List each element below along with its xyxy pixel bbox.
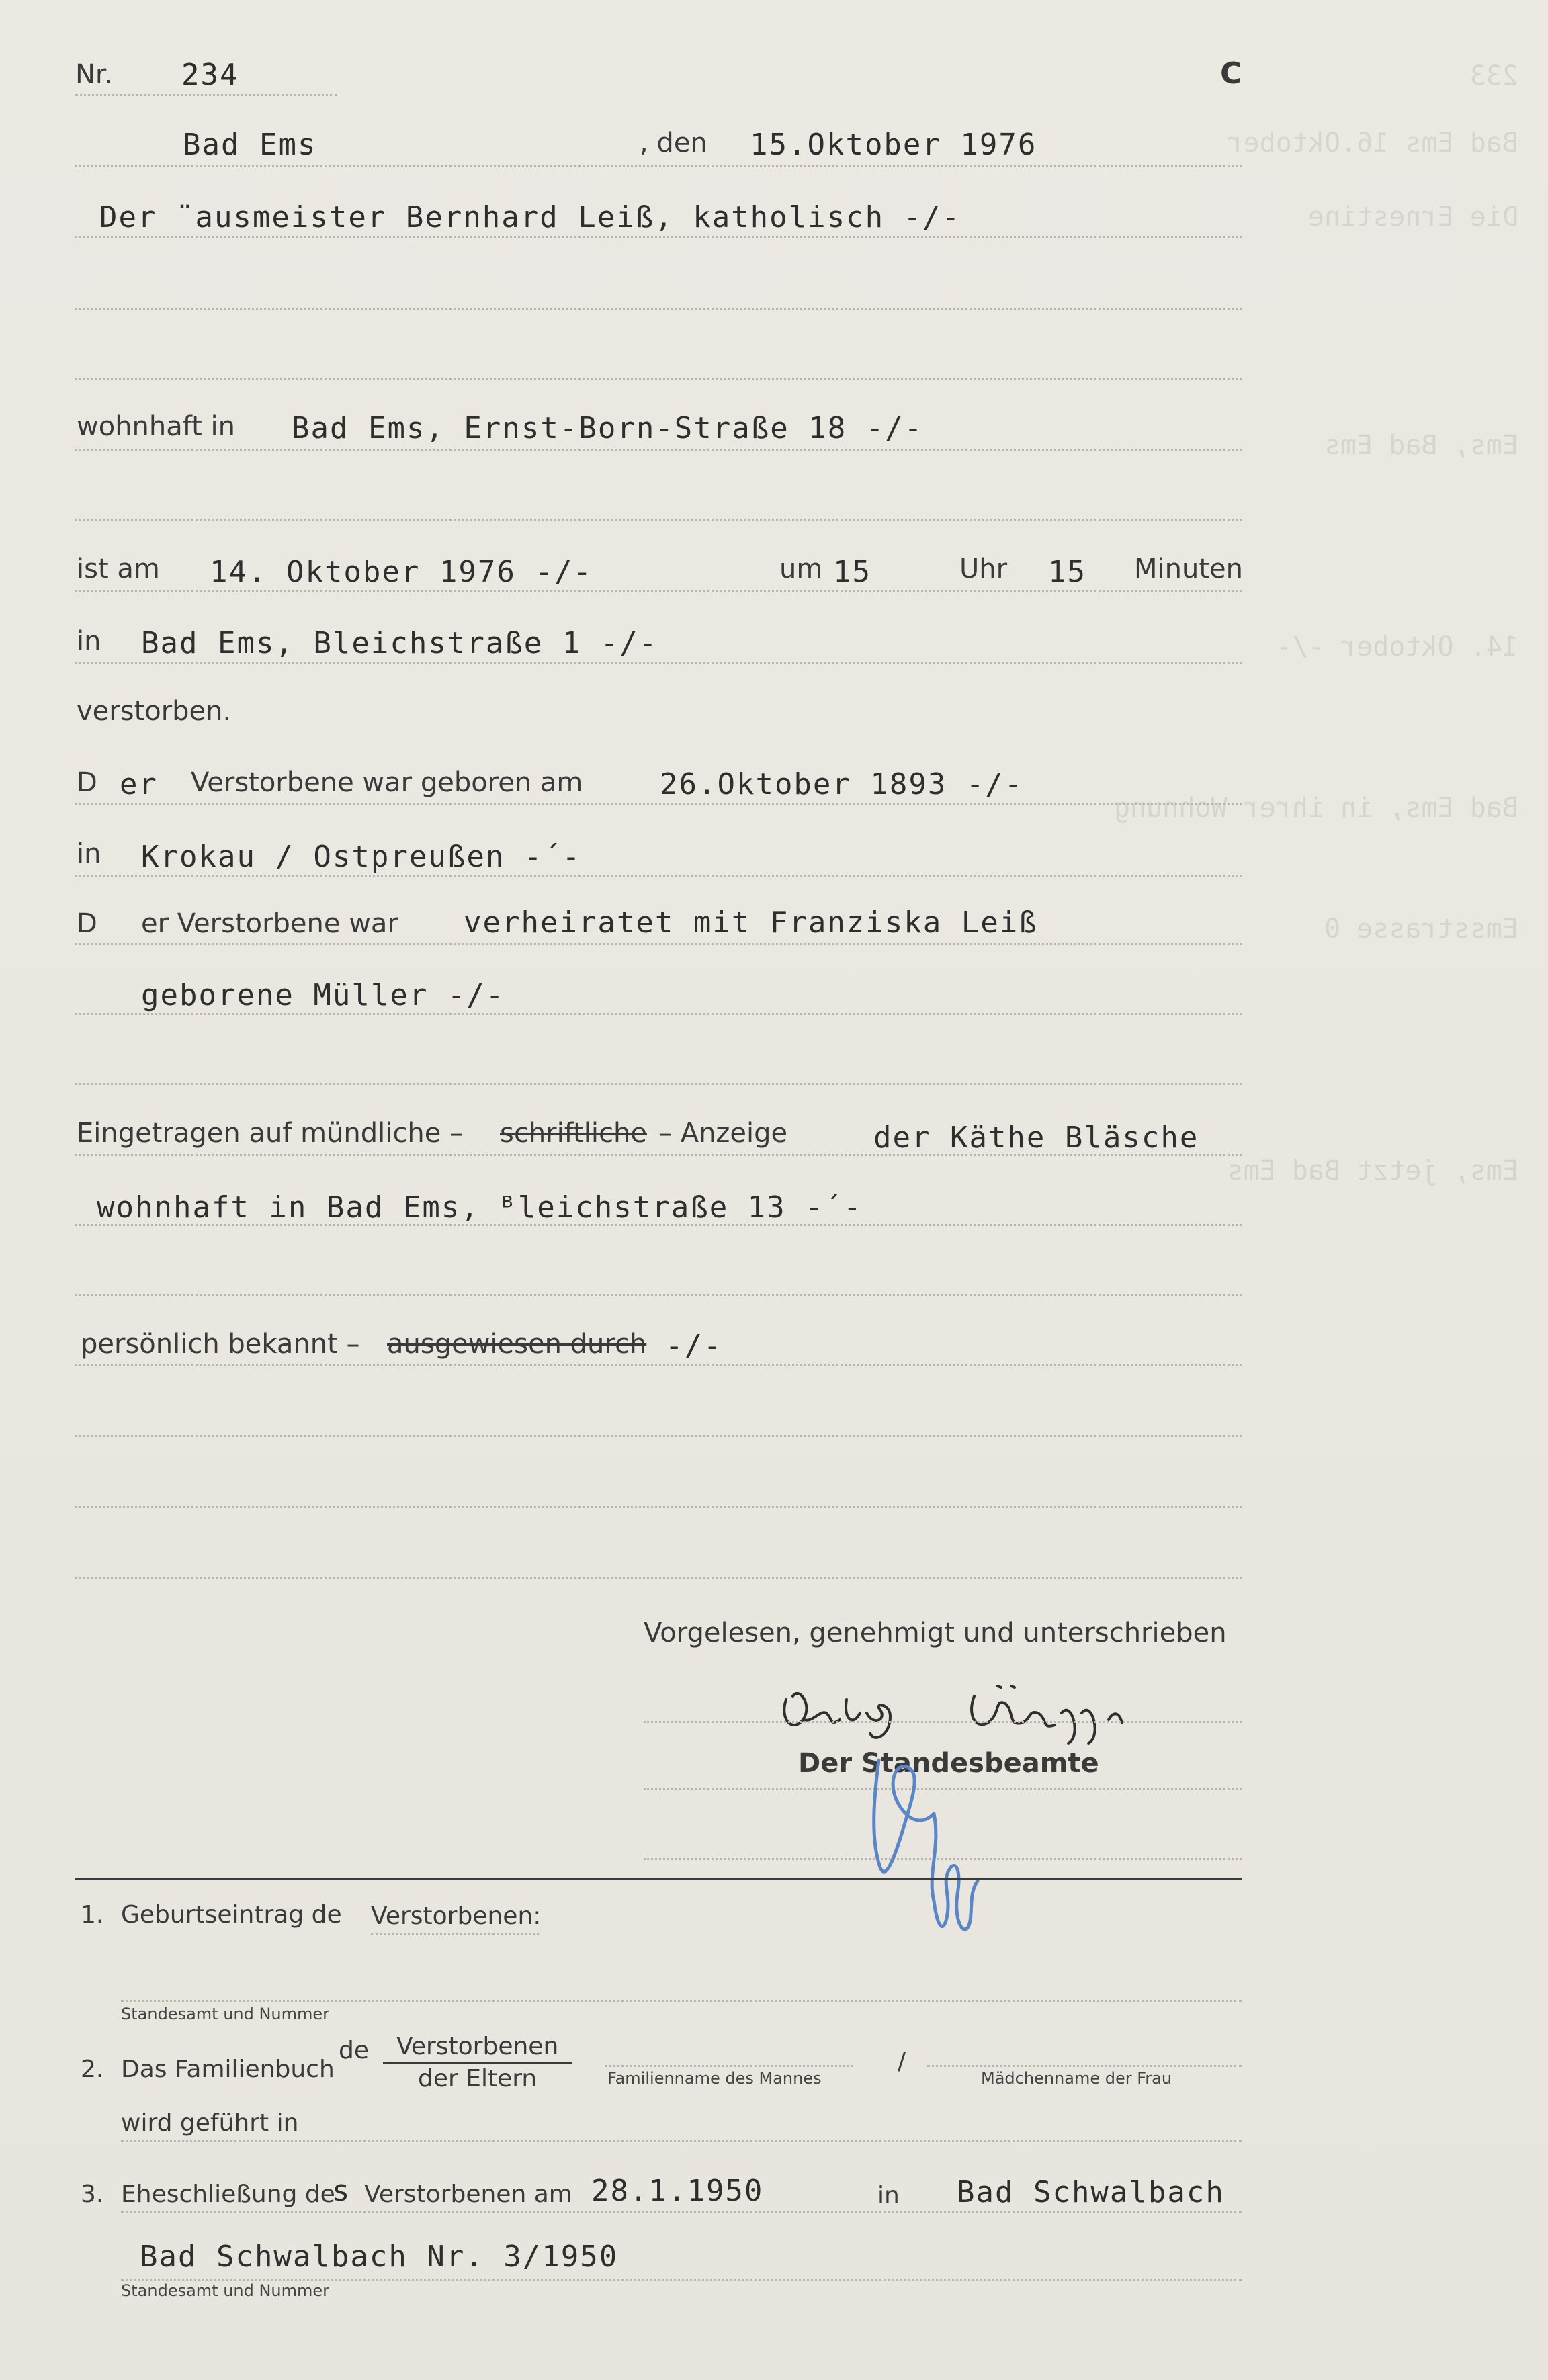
den-label: , den [640,128,707,159]
spouse-maiden-name: geborene Müller -/- [141,978,505,1012]
footer-item2-frac-bot: der Eltern [418,2065,538,2092]
marital-d-label: D [77,908,97,939]
form-letter: C [1220,56,1242,91]
standesbeamte-label: Der Standesbeamte [798,1748,1099,1779]
footer-item3-label2: Verstorbenen am [364,2180,572,2208]
footer-item1-sub: Standesamt und Nummer [121,2004,330,2023]
footer-item2-slash: / [898,2047,906,2075]
footer-item2-label: Das Familienbuch [121,2056,335,2083]
official-signature [867,1747,1015,1948]
residence-label: wohnhaft in [77,411,235,442]
anzeige-label: – Anzeige [658,1118,788,1149]
marriage-date: 28.1.1950 [591,2174,764,2208]
informant-name: der Käthe Bläsche [873,1120,1199,1155]
birth-label: Verstorbene war geboren am [191,767,583,798]
footer-item2-wird: wird geführt in [121,2109,299,2137]
footer-item3-label: Eheschließung de [121,2180,335,2208]
marital-status: verheiratet mit Franziska Leiß [464,906,1038,940]
bleed-through: 233 Bad Ems 16.Oktober Die Ernestine Ems, Bad Ems 14. Oktober -/- Bad Ems, in ihrer Wohnung Emsstrasse 0 Ems, jetzt Bad Ems [1113,60,1518,1186]
footer-item3-num: 3. [81,2180,104,2208]
footer-item3-in: in [877,2182,900,2209]
registration-date: 15.Oktober 1976 [750,128,1037,162]
birth-d-label: D [77,767,97,798]
in-label: in [77,626,101,657]
bekannt-suffix: -/- [665,1329,723,1363]
verstorben-label: verstorben. [77,696,232,727]
uhr-label: Uhr [959,554,1008,584]
ist-am-label: ist am [77,554,160,584]
footer-item2-mannes: Familienname des Mannes [607,2069,822,2088]
footer-item3-sub: Standesamt und Nummer [121,2281,330,2300]
death-hour: 15 [833,555,871,589]
informant-address: wohnhaft in Bad Ems, ᴮleichstraße 13 -´- [97,1190,863,1225]
footer-item1-num: 1. [81,1901,104,1929]
minuten-label: Minuten [1134,554,1243,584]
um-label: um [779,554,823,584]
birth-place: Krokau / Ostpreußen -´- [141,840,582,874]
marital-label: er Verstorbene war [141,908,398,939]
footer-item1-typed: Verstorbenen: [371,1902,542,1930]
bekannt-label: persönlich bekannt – [81,1329,360,1360]
death-place: Bad Ems, Bleichstraße 1 -/- [141,626,658,660]
footer-item2-frac-top: Verstorbenen [383,2033,572,2064]
ausgewiesen-struck: ausgewiesen durch [387,1329,647,1360]
birth-er-typed: er [120,767,158,801]
birth-in-label: in [77,838,101,869]
nr-label: Nr. [75,59,113,90]
marriage-place: Bad Schwalbach [957,2175,1225,2209]
marriage-registry: Bad Schwalbach Nr. 3/1950 [140,2240,619,2274]
place-of-registration: Bad Ems [183,128,317,162]
birth-date: 26.Oktober 1893 -/- [660,767,1024,801]
footer-item3-s: s [332,2174,351,2208]
eingetragen-label: Eingetragen auf mündliche – [77,1118,464,1149]
footer-item2-frau: Mädchenname der Frau [981,2069,1172,2088]
schriftliche-struck: schriftliche [500,1118,647,1149]
informant-signature [773,1673,1203,1747]
footer-item1-label: Geburtseintrag de [121,1901,342,1929]
footer-item2-fraction [383,2033,572,2092]
residence-value: Bad Ems, Ernst-Born-Straße 18 -/- [292,411,924,445]
death-date: 14. Oktober 1976 -/- [210,555,593,589]
footer-item2-de: de [339,2037,369,2064]
footer-item2-num: 2. [81,2056,104,2083]
register-number: 234 [181,58,239,92]
death-minute: 15 [1048,555,1086,589]
deceased-name-line: Der ¨ausmeister Bernhard Leiß, katholisch -/- [99,200,961,234]
vorgelesen-text: Vorgelesen, genehmigt und unterschrieben [644,1618,1227,1648]
